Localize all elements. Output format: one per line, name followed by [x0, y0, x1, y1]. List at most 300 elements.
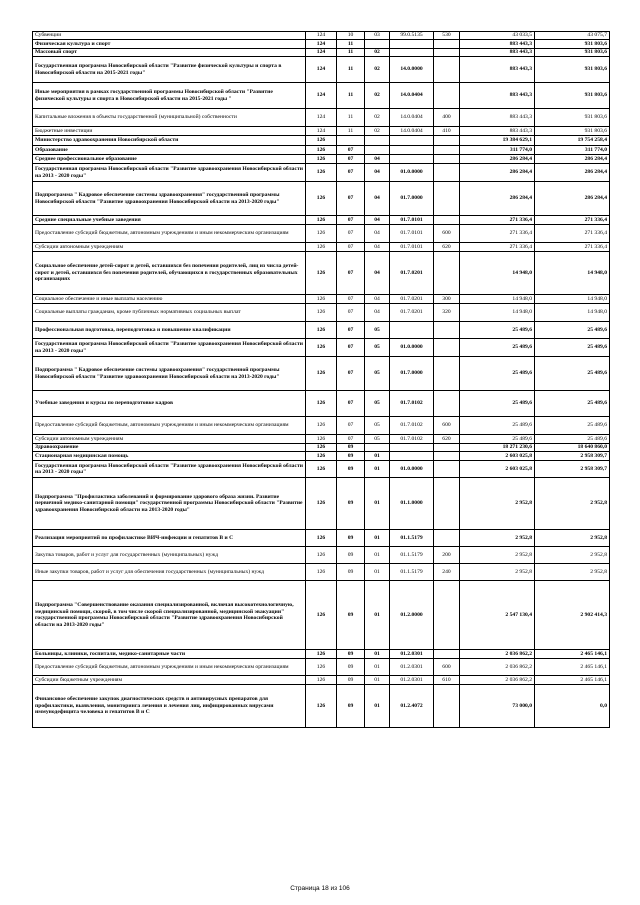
row-csr — [390, 49, 434, 57]
row-sum-1: 271 336,4 — [460, 216, 535, 225]
row-csr — [390, 136, 434, 146]
row-csr: 01.0.0000 — [390, 461, 434, 478]
row-sum-1: 18 271 230,6 — [460, 444, 535, 452]
row-csr: 01.2.0301 — [390, 650, 434, 659]
row-vr — [434, 581, 460, 650]
row-vr: 600 — [434, 659, 460, 676]
row-ved: 124 — [306, 109, 337, 127]
row-ved: 126 — [306, 136, 337, 146]
row-csr: 01.7.0000 — [390, 182, 434, 216]
row-csr: 01.2.0301 — [390, 676, 434, 685]
row-rz: 11 — [337, 127, 365, 136]
row-vr — [434, 322, 460, 339]
table-row — [33, 547, 610, 564]
row-sum-2: 311 774,0 — [535, 146, 610, 155]
row-pr — [365, 444, 390, 452]
table-row — [33, 164, 610, 182]
row-rz: 07 — [337, 146, 365, 155]
row-ved: 124 — [306, 83, 337, 109]
row-pr: 01 — [365, 530, 390, 547]
row-name: Социальные выплаты гражданам, кроме публичных нормативных социальных выплат — [33, 304, 306, 322]
row-sum-2: 271 336,4 — [535, 243, 610, 252]
table-row — [33, 339, 610, 357]
row-ved: 126 — [306, 547, 337, 564]
row-sum-1: 271 336,4 — [460, 225, 535, 243]
row-vr: 320 — [434, 304, 460, 322]
row-sum-1: 14 948,0 — [460, 295, 535, 304]
row-ved: 124 — [306, 49, 337, 57]
row-name: Иные мероприятия в рамках государственной программы Новосибирской области "Развитие физической культуры и спорта в Новосибирской области на 2015-2021 годы " — [33, 83, 306, 109]
row-rz: 07 — [337, 357, 365, 391]
row-rz — [337, 136, 365, 146]
row-sum-1: 883 443,3 — [460, 40, 535, 49]
table-row — [33, 109, 610, 127]
row-rz: 07 — [337, 391, 365, 417]
row-sum-2: 2 465 146,1 — [535, 659, 610, 676]
table-row — [33, 146, 610, 155]
row-sum-1: 2 036 862,2 — [460, 676, 535, 685]
row-rz: 09 — [337, 444, 365, 452]
table-row — [33, 564, 610, 581]
row-name: Государственная программа Новосибирской области "Развитие здравоохранения Новосибирской области на 2013 - 2020 годы" — [33, 461, 306, 478]
row-sum-1: 25 489,6 — [460, 417, 535, 435]
row-vr — [434, 478, 460, 530]
row-sum-1: 286 284,4 — [460, 164, 535, 182]
row-csr: 01.7.0102 — [390, 391, 434, 417]
row-sum-2: 2 465 146,1 — [535, 676, 610, 685]
row-vr — [434, 216, 460, 225]
row-name: Субсидии автономным учреждениям — [33, 243, 306, 252]
budget-table-body — [33, 32, 610, 728]
row-name: Образование — [33, 146, 306, 155]
table-row — [33, 40, 610, 49]
row-ved: 126 — [306, 295, 337, 304]
row-sum-1: 25 489,6 — [460, 322, 535, 339]
row-name: Подпрограмма " Кадровое обеспечение системы здравоохранения" государственной программы Новосибирской области "Развитие здравоохранения Новосибирской области на 2013-2020 годы" — [33, 357, 306, 391]
row-sum-1: 883 443,3 — [460, 127, 535, 136]
row-ved: 126 — [306, 164, 337, 182]
row-sum-2: 25 489,6 — [535, 391, 610, 417]
row-name: Бюджетные инвестиции — [33, 127, 306, 136]
row-csr: 01.1.0000 — [390, 478, 434, 530]
row-sum-1: 25 489,6 — [460, 339, 535, 357]
row-rz: 07 — [337, 155, 365, 164]
row-sum-2: 931 803,6 — [535, 49, 610, 57]
row-ved: 126 — [306, 435, 337, 444]
row-pr: 04 — [365, 252, 390, 295]
table-row — [33, 391, 610, 417]
row-name: Социальное обеспечение и иные выплаты населению — [33, 295, 306, 304]
row-sum-2: 2 958 309,7 — [535, 452, 610, 461]
row-pr: 05 — [365, 339, 390, 357]
row-csr: 99.0.5135 — [390, 32, 434, 40]
row-rz: 07 — [337, 339, 365, 357]
row-ved: 126 — [306, 146, 337, 155]
row-name: Подпрограмма "Профилактика заболеваний и формирование здорового образа жизни. Развитие первичной медико-санитарной помощи" государственной программы Новосибирской области "Развитие здравоохранения Новосибирской области на 2013-2020 годы" — [33, 478, 306, 530]
row-vr — [434, 252, 460, 295]
table-row — [33, 155, 610, 164]
row-name: Здравоохранение — [33, 444, 306, 452]
row-pr: 01 — [365, 581, 390, 650]
row-vr — [434, 155, 460, 164]
row-csr — [390, 444, 434, 452]
row-pr: 02 — [365, 57, 390, 83]
row-name: Субсидии автономным учреждениям — [33, 435, 306, 444]
row-sum-1: 2 036 862,2 — [460, 650, 535, 659]
row-vr — [434, 357, 460, 391]
table-row — [33, 57, 610, 83]
table-row — [33, 685, 610, 728]
row-vr — [434, 146, 460, 155]
row-sum-2: 286 284,4 — [535, 155, 610, 164]
row-sum-2: 14 948,0 — [535, 295, 610, 304]
row-rz: 07 — [337, 417, 365, 435]
row-ved: 126 — [306, 243, 337, 252]
row-vr — [434, 83, 460, 109]
row-vr — [434, 339, 460, 357]
row-rz: 11 — [337, 109, 365, 127]
row-ved: 126 — [306, 478, 337, 530]
row-sum-2: 0,0 — [535, 685, 610, 728]
row-rz: 07 — [337, 225, 365, 243]
row-rz: 11 — [337, 57, 365, 83]
row-csr — [390, 322, 434, 339]
row-pr: 04 — [365, 295, 390, 304]
row-pr: 01 — [365, 547, 390, 564]
row-sum-1: 2 952,8 — [460, 530, 535, 547]
table-row — [33, 225, 610, 243]
row-vr — [434, 136, 460, 146]
row-sum-1: 14 948,0 — [460, 252, 535, 295]
row-rz: 10 — [337, 32, 365, 40]
row-sum-1: 883 443,3 — [460, 83, 535, 109]
row-pr: 04 — [365, 216, 390, 225]
budget-table — [32, 31, 610, 728]
row-rz: 07 — [337, 304, 365, 322]
row-rz: 09 — [337, 581, 365, 650]
row-pr: 01 — [365, 564, 390, 581]
row-vr: 620 — [434, 243, 460, 252]
row-sum-2: 2 902 414,3 — [535, 581, 610, 650]
row-name: Подпрограмма " Кадровое обеспечение системы здравоохранения" государственной программы Новосибирской области "Развитие здравоохранения Новосибирской области на 2013-2020 годы" — [33, 182, 306, 216]
row-vr — [434, 452, 460, 461]
row-csr: 01.2.0301 — [390, 659, 434, 676]
row-ved: 126 — [306, 685, 337, 728]
table-row — [33, 435, 610, 444]
row-vr: 530 — [434, 32, 460, 40]
row-csr: 01.0.0000 — [390, 339, 434, 357]
row-pr: 01 — [365, 685, 390, 728]
row-sum-1: 43 033,5 — [460, 32, 535, 40]
row-name: Государственная программа Новосибирской области "Развитие здравоохранения Новосибирской области на 2013 - 2020 годы" — [33, 164, 306, 182]
row-csr: 01.2.0000 — [390, 581, 434, 650]
row-rz: 07 — [337, 243, 365, 252]
row-sum-2: 286 284,4 — [535, 164, 610, 182]
row-csr: 14.0.0404 — [390, 127, 434, 136]
row-csr: 01.7.0201 — [390, 252, 434, 295]
table-row — [33, 243, 610, 252]
row-name: Больницы, клиники, госпитали, медико-санитарные части — [33, 650, 306, 659]
row-csr: 01.1.5179 — [390, 564, 434, 581]
table-row — [33, 650, 610, 659]
row-pr: 01 — [365, 478, 390, 530]
row-pr — [365, 40, 390, 49]
table-row — [33, 127, 610, 136]
row-sum-1: 19 384 629,1 — [460, 136, 535, 146]
row-ved: 126 — [306, 444, 337, 452]
table-row — [33, 530, 610, 547]
row-csr: 01.7.0102 — [390, 417, 434, 435]
row-name: Финансовое обеспечение закупок диагностических средств и антивирусных препаратов для профилактики, выявления, мониторинга лечения и лечения лиц, инфицированных вирусами иммунодефицита человека и гепатитов В и С — [33, 685, 306, 728]
row-rz: 09 — [337, 547, 365, 564]
row-ved: 126 — [306, 182, 337, 216]
table-row — [33, 295, 610, 304]
table-row — [33, 322, 610, 339]
row-sum-2: 931 803,6 — [535, 109, 610, 127]
row-ved: 126 — [306, 252, 337, 295]
row-vr — [434, 182, 460, 216]
row-ved: 124 — [306, 127, 337, 136]
row-csr — [390, 452, 434, 461]
row-rz: 07 — [337, 252, 365, 295]
row-sum-2: 43 075,7 — [535, 32, 610, 40]
row-csr: 01.2.4072 — [390, 685, 434, 728]
row-csr: 14.0.0404 — [390, 83, 434, 109]
row-ved: 126 — [306, 417, 337, 435]
row-csr: 01.7.0102 — [390, 435, 434, 444]
table-row — [33, 659, 610, 676]
row-sum-1: 2 952,8 — [460, 478, 535, 530]
row-sum-2: 2 465 146,1 — [535, 650, 610, 659]
row-vr: 600 — [434, 225, 460, 243]
row-rz: 07 — [337, 295, 365, 304]
row-rz: 11 — [337, 40, 365, 49]
row-sum-2: 2 952,8 — [535, 564, 610, 581]
row-vr — [434, 49, 460, 57]
table-row — [33, 216, 610, 225]
row-ved: 126 — [306, 461, 337, 478]
row-pr: 01 — [365, 650, 390, 659]
row-pr: 01 — [365, 659, 390, 676]
row-csr — [390, 155, 434, 164]
row-pr: 04 — [365, 225, 390, 243]
row-ved: 126 — [306, 357, 337, 391]
row-name: Предоставление субсидий бюджетным, автономным учреждениям и иным некоммерческим организациям — [33, 417, 306, 435]
row-vr — [434, 530, 460, 547]
table-row — [33, 444, 610, 452]
row-sum-2: 2 952,8 — [535, 547, 610, 564]
table-row — [33, 417, 610, 435]
row-vr: 410 — [434, 127, 460, 136]
row-name: Капитальные вложения в объекты государственной (муниципальной) собственности — [33, 109, 306, 127]
row-rz: 09 — [337, 564, 365, 581]
row-rz: 07 — [337, 182, 365, 216]
row-sum-2: 2 958 309,7 — [535, 461, 610, 478]
row-csr: 01.7.0201 — [390, 295, 434, 304]
row-vr: 400 — [434, 109, 460, 127]
row-rz: 09 — [337, 650, 365, 659]
row-ved: 126 — [306, 581, 337, 650]
row-ved: 126 — [306, 530, 337, 547]
row-ved: 124 — [306, 57, 337, 83]
row-ved: 126 — [306, 676, 337, 685]
row-sum-1: 2 603 025,8 — [460, 461, 535, 478]
row-sum-2: 25 489,6 — [535, 322, 610, 339]
row-ved: 126 — [306, 216, 337, 225]
row-sum-1: 286 284,4 — [460, 182, 535, 216]
row-name: Предоставление субсидий бюджетным, автономным учреждениям и иным некоммерческим организациям — [33, 659, 306, 676]
table-row — [33, 32, 610, 40]
row-sum-2: 14 948,0 — [535, 304, 610, 322]
row-vr: 200 — [434, 547, 460, 564]
row-sum-2: 2 952,8 — [535, 478, 610, 530]
row-pr: 04 — [365, 243, 390, 252]
row-sum-2: 25 489,6 — [535, 357, 610, 391]
row-sum-1: 311 774,0 — [460, 146, 535, 155]
row-pr: 01 — [365, 676, 390, 685]
table-row — [33, 182, 610, 216]
row-pr: 03 — [365, 32, 390, 40]
row-pr: 02 — [365, 127, 390, 136]
row-ved: 126 — [306, 304, 337, 322]
row-rz: 07 — [337, 216, 365, 225]
row-csr: 01.1.5179 — [390, 530, 434, 547]
row-name: Государственная программа Новосибирской области "Развитие здравоохранения Новосибирской области на 2013 - 2020 годы" — [33, 339, 306, 357]
table-row — [33, 581, 610, 650]
row-rz: 09 — [337, 461, 365, 478]
row-sum-1: 2 603 025,8 — [460, 452, 535, 461]
row-sum-1: 883 443,3 — [460, 49, 535, 57]
row-name: Среднее профессиональное образование — [33, 155, 306, 164]
row-ved: 126 — [306, 452, 337, 461]
row-csr: 01.1.5179 — [390, 547, 434, 564]
row-name: Профессиональная подготовка, переподготовка и повышение квалификации — [33, 322, 306, 339]
row-name: Средние специальные учебные заведения — [33, 216, 306, 225]
row-vr — [434, 57, 460, 83]
table-row — [33, 478, 610, 530]
row-sum-2: 2 952,8 — [535, 530, 610, 547]
row-sum-1: 286 284,4 — [460, 155, 535, 164]
row-name: Государственная программа Новосибирской области "Развитие физической культуры и спорта в Новосибирской области на 2015-2021 годы" — [33, 57, 306, 83]
row-rz: 09 — [337, 530, 365, 547]
row-sum-1: 2 547 130,4 — [460, 581, 535, 650]
row-sum-2: 931 803,6 — [535, 57, 610, 83]
row-sum-2: 931 803,6 — [535, 127, 610, 136]
row-sum-2: 25 489,6 — [535, 435, 610, 444]
row-name: Учебные заведения и курсы по переподготовке кадров — [33, 391, 306, 417]
row-pr: 02 — [365, 83, 390, 109]
row-name: Социальное обеспечение детей-сирот и детей, оставшихся без попечения родителей, лиц из числа детей-сирот и детей, оставшихся без попечения родителей, обучающихся в государственных образовательных организациях — [33, 252, 306, 295]
table-row — [33, 136, 610, 146]
table-row — [33, 304, 610, 322]
row-csr: 14.0.0000 — [390, 57, 434, 83]
table-row — [33, 461, 610, 478]
row-name: Субсидии бюджетным учреждениям — [33, 676, 306, 685]
row-vr: 240 — [434, 564, 460, 581]
row-pr: 01 — [365, 461, 390, 478]
row-sum-2: 18 640 860,0 — [535, 444, 610, 452]
row-vr: 600 — [434, 417, 460, 435]
row-ved: 126 — [306, 339, 337, 357]
row-pr: 05 — [365, 322, 390, 339]
row-name: Министерство здравоохранения Новосибирской области — [33, 136, 306, 146]
row-pr: 04 — [365, 182, 390, 216]
row-pr: 05 — [365, 357, 390, 391]
row-vr — [434, 461, 460, 478]
row-rz: 09 — [337, 478, 365, 530]
table-row — [33, 252, 610, 295]
row-rz: 07 — [337, 164, 365, 182]
row-csr — [390, 40, 434, 49]
row-vr: 610 — [434, 676, 460, 685]
row-csr: 01.7.0201 — [390, 304, 434, 322]
row-ved: 124 — [306, 40, 337, 49]
row-sum-1: 25 489,6 — [460, 391, 535, 417]
row-vr: 300 — [434, 295, 460, 304]
row-name: Физическая культура и спорт — [33, 40, 306, 49]
row-sum-1: 14 948,0 — [460, 304, 535, 322]
row-pr: 02 — [365, 109, 390, 127]
row-pr: 01 — [365, 452, 390, 461]
row-sum-1: 2 952,8 — [460, 547, 535, 564]
row-ved: 126 — [306, 155, 337, 164]
row-sum-1: 883 443,3 — [460, 109, 535, 127]
row-pr: 05 — [365, 417, 390, 435]
row-vr — [434, 650, 460, 659]
table-row — [33, 452, 610, 461]
row-rz: 07 — [337, 435, 365, 444]
table-row — [33, 49, 610, 57]
row-ved: 126 — [306, 659, 337, 676]
row-ved: 126 — [306, 564, 337, 581]
row-rz: 11 — [337, 83, 365, 109]
row-ved: 126 — [306, 650, 337, 659]
row-sum-2: 25 489,6 — [535, 417, 610, 435]
row-sum-1: 73 000,0 — [460, 685, 535, 728]
row-vr — [434, 685, 460, 728]
row-csr: 14.0.0404 — [390, 109, 434, 127]
row-sum-2: 25 489,6 — [535, 339, 610, 357]
row-name: Подпрограмма "Совершенствование оказания специализированной, включая высокотехнологичную, медицинской помощи, скорой, в том числе скорой специализированной, медицинской эвакуации" государственной программы Новосибирской области "Развитие здравоохранения Новосибирской области на 2013-2020 годы" — [33, 581, 306, 650]
row-name: Предоставление субсидий бюджетным, автономным учреждениям и иным некоммерческим организациям — [33, 225, 306, 243]
row-pr — [365, 146, 390, 155]
row-name: Реализация мероприятий по профилактике ВИЧ-инфекции и гепатитов В и С — [33, 530, 306, 547]
row-name: Стационарная медицинская помощь — [33, 452, 306, 461]
table-row — [33, 83, 610, 109]
row-ved: 126 — [306, 322, 337, 339]
row-rz: 09 — [337, 676, 365, 685]
row-sum-1: 25 489,6 — [460, 357, 535, 391]
row-pr: 05 — [365, 435, 390, 444]
row-sum-2: 271 336,4 — [535, 216, 610, 225]
row-rz: 09 — [337, 659, 365, 676]
row-sum-1: 271 336,4 — [460, 243, 535, 252]
row-pr — [365, 136, 390, 146]
row-sum-1: 883 443,3 — [460, 57, 535, 83]
row-name: Закупка товаров, работ и услуг для государственных (муниципальных) нужд — [33, 547, 306, 564]
row-sum-1: 2 036 862,2 — [460, 659, 535, 676]
row-vr: 620 — [434, 435, 460, 444]
row-csr: 01.7.0101 — [390, 225, 434, 243]
row-pr: 02 — [365, 49, 390, 57]
row-sum-1: 2 952,8 — [460, 564, 535, 581]
row-sum-1: 25 489,6 — [460, 435, 535, 444]
row-csr: 01.0.0000 — [390, 164, 434, 182]
row-sum-2: 931 803,6 — [535, 40, 610, 49]
row-csr: 01.7.0101 — [390, 216, 434, 225]
row-pr: 04 — [365, 304, 390, 322]
row-name: Субвенции — [33, 32, 306, 40]
